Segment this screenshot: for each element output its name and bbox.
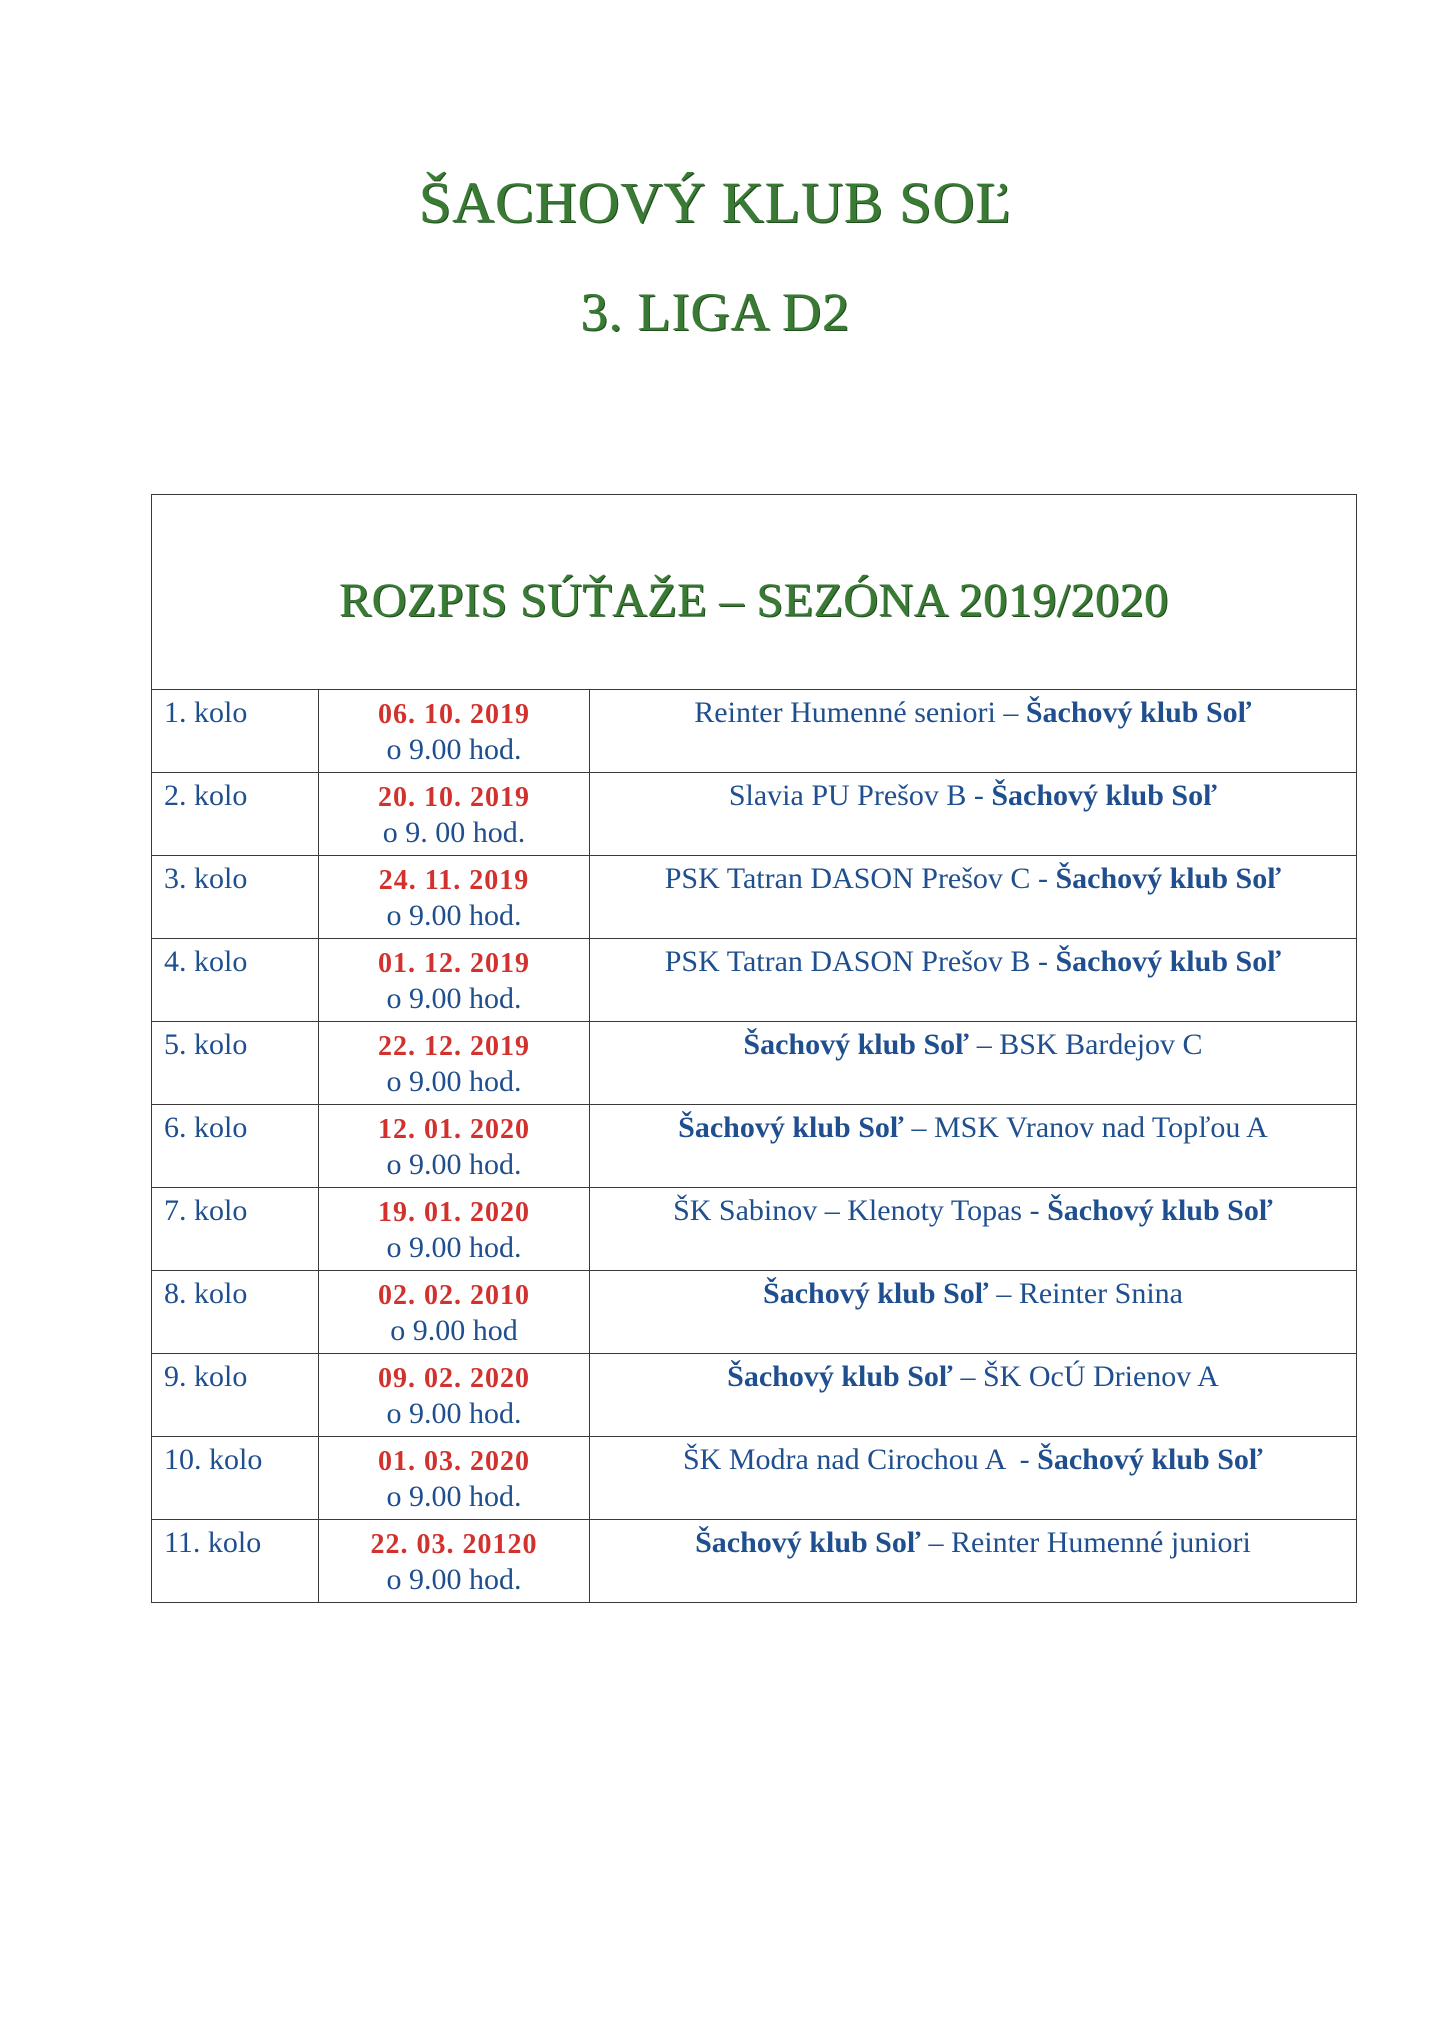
match-pairing xyxy=(590,939,1356,979)
match-separator: - xyxy=(1004,1443,1038,1476)
club-title: ŠACHOVÝ KLUB SOĽ xyxy=(419,170,1012,235)
away-team: Šachový klub Soľ xyxy=(1055,862,1282,895)
round-label: 7. kolo xyxy=(164,1194,248,1227)
match-time: o 9.00 hod. xyxy=(386,1148,522,1181)
match-time: o 9. 00 hod. xyxy=(382,816,526,849)
match-date: 09. 02. 2020 xyxy=(378,1363,530,1394)
away-team: ŠK OcÚ Drienov A xyxy=(983,1360,1219,1393)
date-cell xyxy=(319,1188,590,1271)
away-team: Šachový klub Soľ xyxy=(1055,945,1282,978)
round-label: 1. kolo xyxy=(164,696,248,729)
match-time: o 9.00 hod. xyxy=(386,1231,522,1264)
match-separator: - xyxy=(1022,1194,1048,1227)
home-team: Šachový klub Soľ xyxy=(695,1526,921,1559)
round-cell xyxy=(152,939,319,1022)
table-row xyxy=(152,1188,1357,1271)
home-team: Slavia PU Prešov B xyxy=(728,779,967,812)
match-pairing xyxy=(590,1437,1356,1477)
round-cell xyxy=(152,1022,319,1105)
match-separator: – xyxy=(988,1277,1019,1310)
match-separator: - xyxy=(1030,945,1056,978)
match-date: 22. 03. 20120 xyxy=(370,1529,538,1560)
round-label: 3. kolo xyxy=(164,862,248,895)
round-cell xyxy=(152,1520,319,1603)
away-team: Šachový klub Soľ xyxy=(991,779,1218,812)
schedule-heading: ROZPIS SÚŤAŽE – SEZÓNA 2019/2020 xyxy=(339,574,1169,627)
match-separator: – xyxy=(995,696,1026,729)
table-row xyxy=(152,1271,1357,1354)
match-pairing xyxy=(590,1271,1356,1311)
match-cell xyxy=(590,1188,1357,1271)
schedule-table xyxy=(151,494,1357,1603)
date-cell xyxy=(319,773,590,856)
table-row xyxy=(152,1354,1357,1437)
match-cell xyxy=(590,1354,1357,1437)
round-cell xyxy=(152,1271,319,1354)
league-title: 3. LIGA D2 xyxy=(580,282,851,342)
schedule-heading-cell xyxy=(152,495,1357,690)
table-row xyxy=(152,690,1357,773)
home-team: Šachový klub Soľ xyxy=(727,1360,953,1393)
match-pairing xyxy=(590,856,1356,896)
match-separator: – xyxy=(920,1526,951,1559)
table-row xyxy=(152,1437,1357,1520)
home-team: ŠK Modra nad Cirochou A xyxy=(683,1443,1005,1476)
round-cell xyxy=(152,856,319,939)
table-row xyxy=(152,856,1357,939)
match-separator: – xyxy=(903,1111,934,1144)
date-cell xyxy=(319,1437,590,1520)
date-cell xyxy=(319,1520,590,1603)
date-cell xyxy=(319,1354,590,1437)
match-cell xyxy=(590,1437,1357,1520)
match-time: o 9.00 hod. xyxy=(386,733,522,766)
table-row xyxy=(152,1520,1357,1603)
round-label: 6. kolo xyxy=(164,1111,248,1144)
match-date: 01. 12. 2019 xyxy=(378,948,530,979)
home-team: Šachový klub Soľ xyxy=(678,1111,904,1144)
table-row xyxy=(152,773,1357,856)
match-time: o 9.00 hod. xyxy=(386,1563,522,1596)
home-team: PSK Tatran DASON Prešov B xyxy=(664,945,1031,978)
match-separator: – xyxy=(969,1028,1000,1061)
round-label: 5. kolo xyxy=(164,1028,248,1061)
match-pairing xyxy=(590,1022,1356,1062)
match-cell xyxy=(590,856,1357,939)
away-team: Reinter Humenné juniori xyxy=(950,1526,1251,1559)
round-label: 8. kolo xyxy=(164,1277,248,1310)
match-pairing xyxy=(590,690,1356,730)
match-date: 12. 01. 2020 xyxy=(378,1114,530,1145)
date-cell xyxy=(319,1271,590,1354)
match-time: o 9.00 hod. xyxy=(386,1480,522,1513)
table-row xyxy=(152,1105,1357,1188)
match-date: 02. 02. 2010 xyxy=(378,1280,530,1311)
away-team: BSK Bardejov C xyxy=(999,1028,1203,1061)
match-time: o 9.00 hod. xyxy=(386,1065,522,1098)
match-pairing xyxy=(590,1520,1356,1560)
round-label: 9. kolo xyxy=(164,1360,248,1393)
match-cell xyxy=(590,1105,1357,1188)
match-separator: - xyxy=(966,779,992,812)
home-team: PSK Tatran DASON Prešov C xyxy=(664,862,1031,895)
match-date: 19. 01. 2020 xyxy=(378,1197,530,1228)
match-pairing xyxy=(590,1354,1356,1394)
match-cell xyxy=(590,1520,1357,1603)
match-time: o 9.00 hod. xyxy=(386,1397,522,1430)
date-cell xyxy=(319,856,590,939)
home-team: Šachový klub Soľ xyxy=(763,1277,989,1310)
home-team: Šachový klub Soľ xyxy=(743,1028,970,1061)
home-team: Reinter Humenné seniori xyxy=(694,696,996,729)
match-date: 20. 10. 2019 xyxy=(378,782,530,813)
match-date: 22. 12. 2019 xyxy=(378,1031,530,1062)
home-team: ŠK Sabinov – Klenoty Topas xyxy=(673,1194,1023,1227)
table-row xyxy=(152,1022,1357,1105)
date-cell xyxy=(319,690,590,773)
date-cell xyxy=(319,1022,590,1105)
round-label: 10. kolo xyxy=(164,1443,263,1476)
schedule-header-row xyxy=(152,495,1357,690)
match-pairing xyxy=(590,773,1356,813)
match-time: o 9.00 hod xyxy=(390,1314,518,1347)
match-date: 24. 11. 2019 xyxy=(378,865,530,896)
match-date: 06. 10. 2019 xyxy=(378,699,530,730)
round-label: 11. kolo xyxy=(164,1526,262,1559)
round-label: 4. kolo xyxy=(164,945,248,978)
match-cell xyxy=(590,1022,1357,1105)
match-pairing xyxy=(590,1105,1356,1145)
match-cell xyxy=(590,939,1357,1022)
round-cell xyxy=(152,690,319,773)
date-cell xyxy=(319,939,590,1022)
round-label: 2. kolo xyxy=(164,779,248,812)
match-cell xyxy=(590,690,1357,773)
away-team: Reinter Snina xyxy=(1018,1277,1183,1310)
table-row xyxy=(152,939,1357,1022)
round-cell xyxy=(152,773,319,856)
match-date: 01. 03. 2020 xyxy=(378,1446,530,1477)
match-cell xyxy=(590,773,1357,856)
match-separator: – xyxy=(953,1360,983,1393)
match-separator: - xyxy=(1030,862,1056,895)
date-cell xyxy=(319,1105,590,1188)
match-time: o 9.00 hod. xyxy=(386,982,522,1015)
round-cell xyxy=(152,1105,319,1188)
match-pairing xyxy=(590,1188,1356,1228)
away-team: MSK Vranov nad Topľou A xyxy=(933,1111,1268,1144)
round-cell xyxy=(152,1354,319,1437)
match-cell xyxy=(590,1271,1357,1354)
away-team: Šachový klub Soľ xyxy=(1037,1443,1263,1476)
away-team: Šachový klub Soľ xyxy=(1025,696,1252,729)
away-team: Šachový klub Soľ xyxy=(1047,1194,1273,1227)
round-cell xyxy=(152,1437,319,1520)
match-time: o 9.00 hod. xyxy=(386,899,522,932)
round-cell xyxy=(152,1188,319,1271)
